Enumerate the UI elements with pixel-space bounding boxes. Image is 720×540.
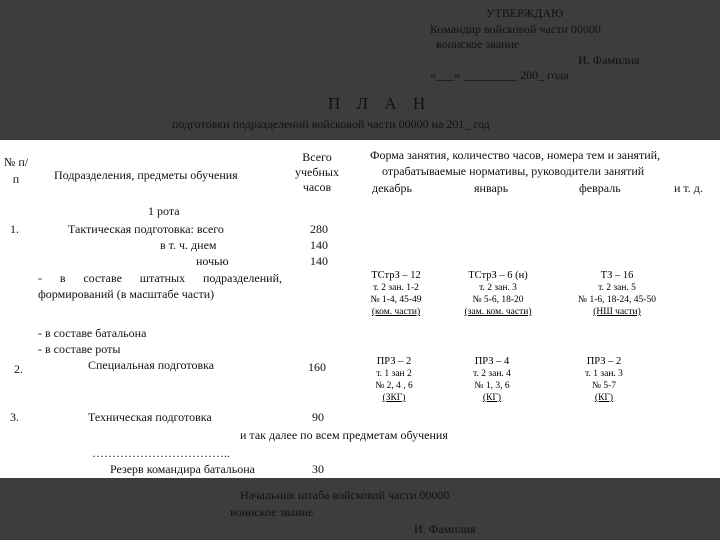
- cell-special-february: [564, 356, 644, 404]
- approval-title: УТВЕРЖДАЮ: [486, 6, 564, 20]
- cell-line: № 5-7: [591, 381, 617, 391]
- cell-line: ПРЗ – 4: [474, 356, 510, 367]
- cell-line: т. 1 зан. 3: [585, 369, 623, 379]
- row3-name: Техническая подготовка: [88, 410, 212, 424]
- cell-line: ПРЗ – 2: [376, 356, 412, 367]
- approval-block: [430, 6, 639, 84]
- cell-line: ТСтрЗ – 12: [371, 270, 421, 281]
- cell-line: № 1, 3, 6: [474, 381, 510, 391]
- col-header-form-line2: отрабатываемые нормативы, руководители занятий: [382, 164, 645, 178]
- row2-num: 2.: [14, 362, 23, 376]
- row1-company: - в составе роты: [38, 342, 121, 356]
- reserve-label: Резерв командира батальона: [110, 462, 255, 476]
- document-title: П Л А Н: [328, 94, 432, 113]
- cell-line: № 1-4, 45-49: [370, 295, 422, 305]
- cell-line: ПРЗ – 2: [586, 356, 622, 367]
- cell-tactical-december: [356, 270, 436, 318]
- ellipsis-line: ……………………………..: [92, 446, 230, 460]
- cell-special-january: [450, 356, 534, 404]
- cell-line: т. 2 зан. 3: [479, 283, 517, 293]
- cell-line: ТСтрЗ – 6 (н): [468, 270, 528, 281]
- row1-day-hours: 140: [310, 238, 328, 252]
- cell-tactical-january: [448, 270, 548, 318]
- cell-line: (ком. части): [371, 307, 421, 317]
- cell-line: (КГ): [594, 393, 614, 403]
- cell-line: (НШ части): [593, 307, 641, 317]
- cell-line: ТЗ – 16: [600, 270, 634, 281]
- col-header-num: № п/п: [3, 155, 29, 186]
- cell-line: № 2, 4 , 6: [375, 381, 413, 391]
- row1-num: 1.: [10, 222, 19, 236]
- row3-hours: 90: [312, 410, 324, 424]
- cell-line: № 5-6, 18-20: [472, 295, 524, 305]
- row1-battalion: - в составе батальона: [38, 326, 147, 340]
- cell-tactical-february: [556, 270, 678, 318]
- reserve-hours: 30: [312, 462, 324, 476]
- cell-line: (КГ): [482, 393, 502, 403]
- row1-sub-units: - в составе штатных подразделений, формирований (в масштабе части): [38, 271, 282, 301]
- document-subtitle: подготовки подразделений войсковой части 00000 на 201_ год: [172, 117, 490, 131]
- approval-rank: воинское звание: [436, 37, 520, 51]
- row1-night-hours: 140: [310, 254, 328, 268]
- footer-rank: воинское звание: [230, 505, 314, 519]
- row1-night: ночью: [196, 254, 229, 268]
- month-february: февраль: [579, 181, 621, 195]
- continuation-note: и так далее по всем предметам обучения: [240, 428, 448, 442]
- cell-line: № 1-6, 18-24, 45-50: [578, 295, 656, 305]
- plan-table: [0, 140, 720, 478]
- row3-num: 3.: [10, 410, 19, 424]
- company-label: 1 рота: [148, 204, 180, 218]
- row1-hours: 280: [310, 222, 328, 236]
- approval-position: Командир войсковой части 00000: [430, 21, 601, 36]
- month-etc: и т. д.: [674, 181, 703, 195]
- cell-line: т. 2 зан. 4: [473, 369, 511, 379]
- approval-date: «___» _________ 200_ года: [430, 68, 569, 82]
- row1-name: Тактическая подготовка: всего: [68, 222, 224, 236]
- month-december: декабрь: [372, 181, 412, 195]
- row2-hours: 160: [308, 360, 326, 374]
- col-header-hours: Всего учебных часов: [295, 150, 339, 194]
- cell-line: (ЗКГ): [382, 393, 406, 403]
- month-january: январь: [474, 181, 509, 195]
- approval-signature-name: И. Фамилия: [578, 52, 640, 67]
- footer-position: Начальник штаба войсковой части 00000: [240, 488, 450, 502]
- cell-line: т. 1 зан 2: [376, 369, 412, 379]
- col-header-form-line1: Форма занятия, количество часов, номера тем и занятий,: [370, 148, 661, 162]
- footer-signature-name: И. Фамилия: [414, 522, 476, 536]
- cell-line: (зам. ком. части): [464, 307, 532, 317]
- cell-line: т. 2 зан. 5: [598, 283, 636, 293]
- cell-line: т. 2 зан. 1-2: [373, 283, 419, 293]
- col-header-subjects: Подразделения, предметы обучения: [54, 168, 238, 182]
- cell-special-december: [356, 356, 432, 404]
- row2-name: Специальная подготовка: [88, 358, 215, 372]
- row1-day: в т. ч. днем: [160, 238, 217, 252]
